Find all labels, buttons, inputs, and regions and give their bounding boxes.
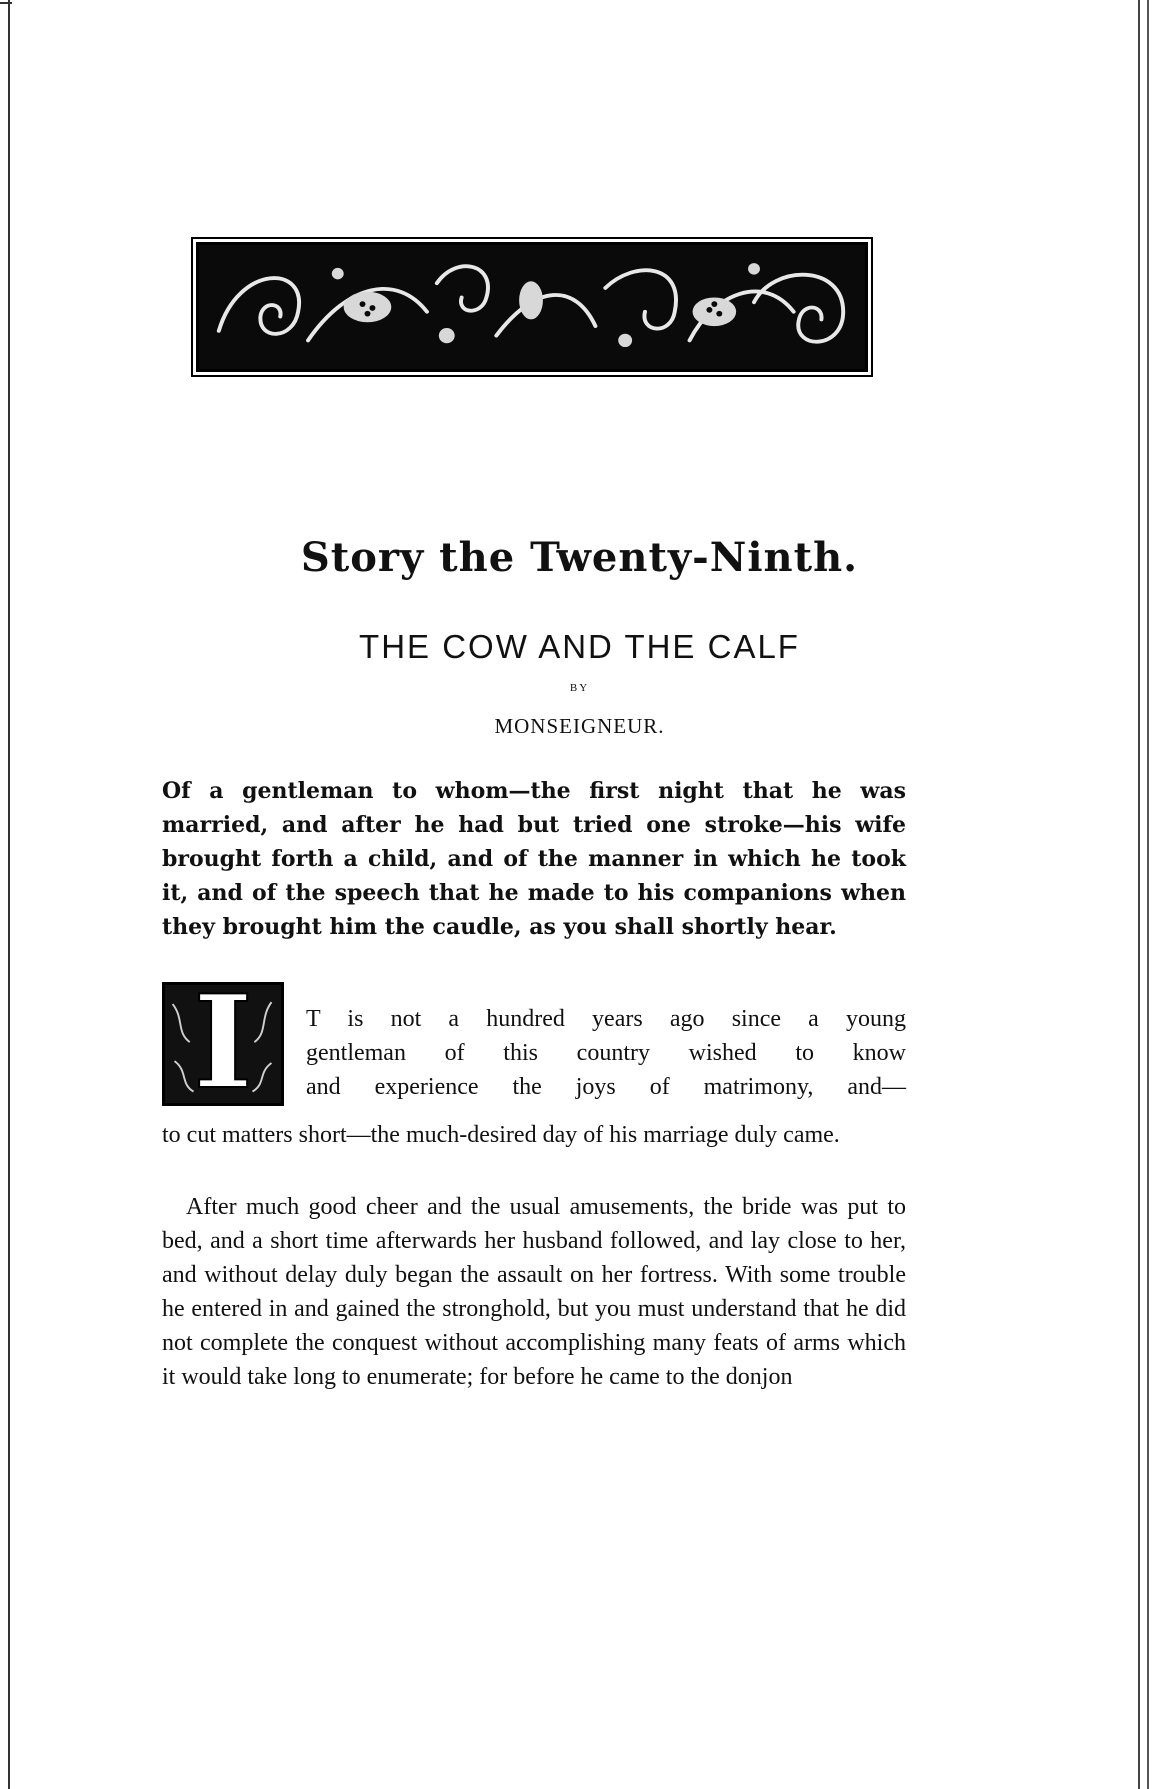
- drop-cap-initial: [162, 968, 284, 1118]
- by-label: BY: [569, 682, 590, 694]
- paragraph-line: gentleman of this country wished to know: [306, 1040, 906, 1066]
- drop-cap-letter: I: [193, 968, 253, 1118]
- floral-scroll-ornament-icon: [196, 242, 868, 372]
- paragraph-continuation: to cut matters short—the much-desired day of his marriage duly came.: [162, 1122, 840, 1148]
- scan-edge-right-outer: [1147, 0, 1149, 1789]
- author-name: MONSEIGNEUR.: [494, 714, 665, 738]
- scan-edge-left: [8, 0, 10, 1789]
- paragraph-line: and experience the joys of matrimony, and—: [306, 1074, 906, 1100]
- paragraph: After much good cheer and the usual amusements, the bride was put to bed, and a short time afterwards her husband followed, and lay close to her, and without delay duly began the assault on her fortress. With some trouble he entered in and gained the stronghold, but you must understand that he did not complete the conquest without accomplishing many feats of arms which it would take long to enumerate; for before he came to the donjon: [162, 1194, 906, 1390]
- scan-edge-tick: [0, 2, 12, 4]
- story-argument: Of a gentleman to whom—the first night that he was married, and after he had but tried one stroke—his wife brought forth a child, and of the manner in which he took it, and of the speech that he made to his companions when they brought him the caudle, as you shall shortly hear.: [162, 778, 906, 940]
- scan-edge-right: [1138, 0, 1140, 1789]
- story-number-heading: Story the Twenty-Ninth.: [300, 534, 859, 581]
- paragraph-line: T is not a hundred years ago since a young: [306, 1006, 906, 1032]
- story-title: THE COW AND THE CALF: [359, 628, 800, 665]
